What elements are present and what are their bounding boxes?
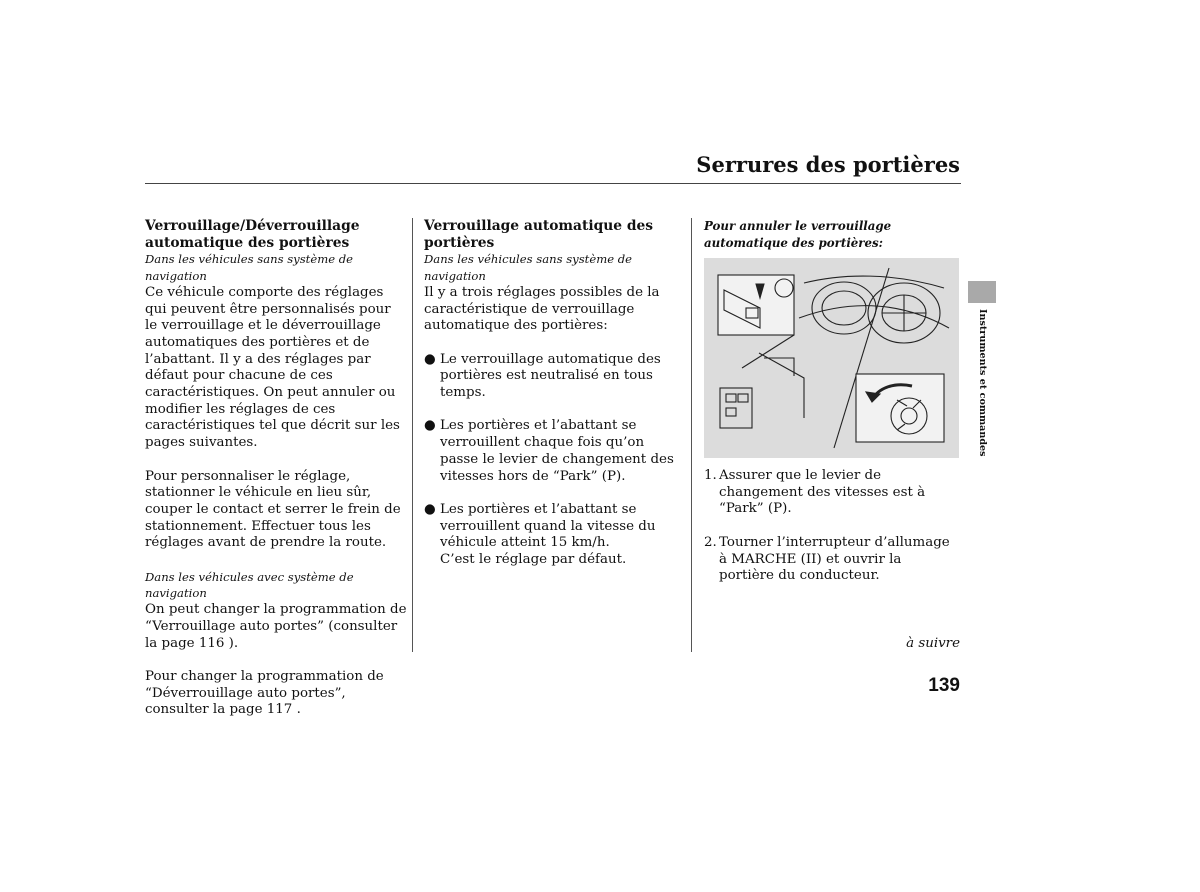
paragraph: Pour changer la programmation de “Déverrouillage auto portes”, consulter la page 117 .	[145, 668, 384, 718]
list-item-text	[440, 502, 686, 569]
step-item	[704, 468, 960, 518]
column-middle	[424, 218, 686, 569]
paragraph: Ce véhicule comporte des réglages qui peuvent être personnalisés pour le verrouillage et le déverrouillage automatiques des portières et de l’abattant. Il y a des réglages par défaut pour chacune de ces caractéristiques. On peut annuler ou modifier les réglages de ces caractéristiques tel que décrit sur les pages suivantes.	[145, 284, 400, 451]
list-item	[424, 502, 686, 569]
procedure-steps	[704, 468, 960, 585]
column-divider	[412, 218, 413, 652]
default-setting-note: C’est le réglage par défaut.	[440, 552, 627, 568]
title-divider	[145, 183, 961, 184]
step-text: Tourner l’interrupteur d’allumage à MARCHE (II) et ouvrir la portière du conducteur.	[719, 534, 950, 584]
list-item-text: Le verrouillage automatique des portières est neutralisé en tous temps.	[440, 351, 661, 401]
list-item-line: Les portières et l’abattant se verrouillent quand la vitesse du véhicule atteint 15 km/h.	[440, 501, 656, 551]
applicability-note: Dans les véhicules sans système de navigation	[424, 252, 633, 284]
dashboard-illustration	[704, 258, 959, 458]
step-number: 1.	[704, 468, 717, 483]
list-item	[424, 418, 686, 485]
paragraph: Pour personnaliser le réglage, stationner le véhicule en lieu sûr, couper le contact et serrer le frein de stationnement. Effectuer tous les réglages avant de prendre la route.	[145, 468, 401, 551]
list-item	[424, 352, 686, 402]
step-number: 2.	[704, 534, 717, 550]
applicability-note: Dans les véhicules avec système de navigation	[145, 569, 354, 601]
procedure-heading: Pour annuler le verrouillage automatique des portières:	[704, 219, 892, 250]
continued-label: à suivre	[906, 636, 960, 651]
section-heading: Verrouillage/Déverrouillage automatique des portières	[145, 218, 360, 251]
list-item-text: Les portières et l’abattant se verrouillent chaque fois qu’on passe le levier de changement des vitesses hors de “Park” (P).	[440, 418, 674, 484]
paragraph: On peut changer la programmation de “Verrouillage auto portes” (consulter la page 116 ).	[145, 602, 407, 651]
bullet-icon: ●	[424, 418, 436, 434]
step-text: Assurer que le levier de changement des vitesses est à “Park” (P).	[719, 468, 926, 517]
section-heading: Verrouillage automatique des portières	[424, 218, 654, 251]
bullet-icon: ●	[424, 501, 436, 517]
paragraph: Il y a trois réglages possibles de la caractéristique de verrouillage automatique des portières:	[424, 284, 660, 334]
applicability-note: Dans les véhicules sans système de navigation	[145, 252, 354, 284]
page-title: Serrures des portières	[696, 152, 960, 177]
bullet-icon: ●	[424, 351, 436, 367]
step-item	[704, 535, 960, 585]
column-divider	[691, 218, 692, 652]
column-left	[145, 218, 407, 719]
section-side-label: Instruments et commandes	[977, 309, 988, 457]
column-right	[704, 218, 960, 251]
page-number: 139	[928, 675, 960, 696]
dashboard-illustration-svg	[704, 258, 959, 458]
section-tab	[968, 281, 996, 303]
